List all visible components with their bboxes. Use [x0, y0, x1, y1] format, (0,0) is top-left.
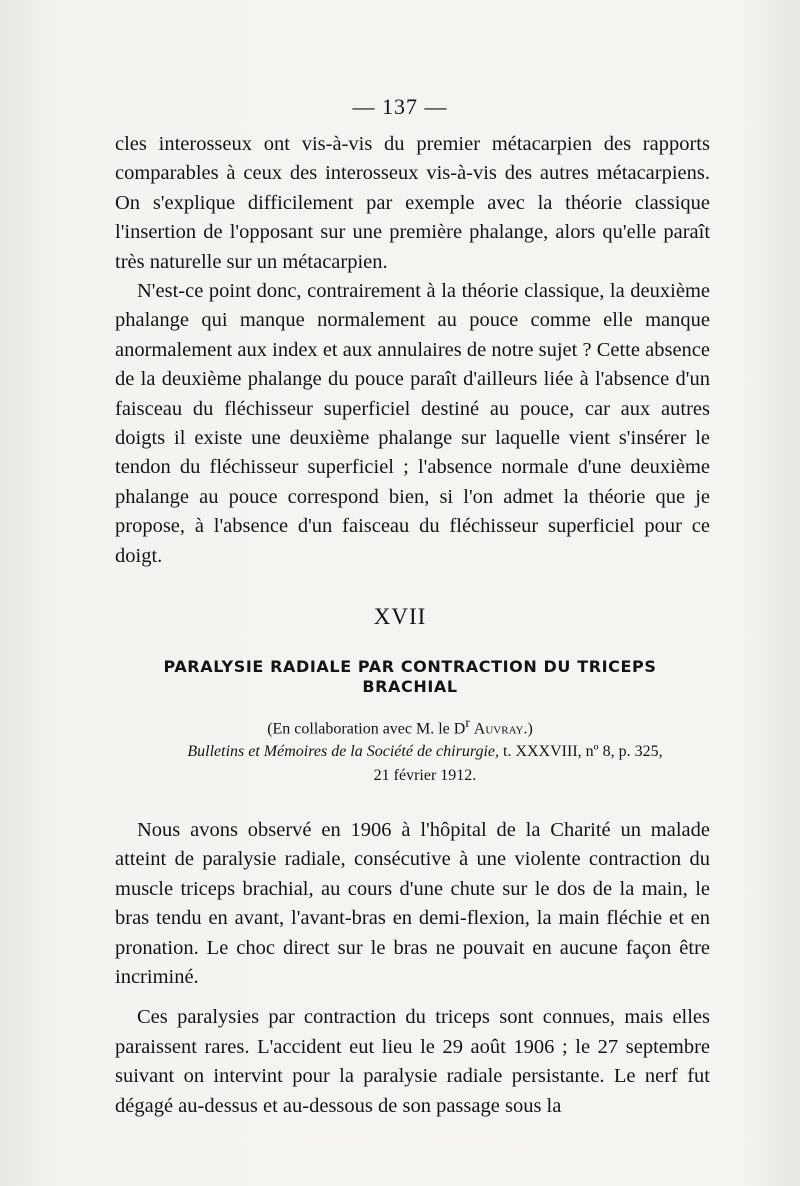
section-title-line-1: PARALYSIE RADIALE PAR CONTRACTION DU TRICEPS: [163, 657, 657, 676]
paragraph-1: [115, 130, 710, 277]
text-block-top: [115, 130, 710, 571]
collab-sup: r: [465, 715, 470, 730]
para1-line: l'insertion de l'opposant sur une première phalange, alors qu'elle: [115, 221, 657, 244]
para2-line: pouce, car aux autres doigts il existe une deuxième phalange: [115, 397, 710, 450]
para4-line: septembre suivant on intervint pour la paralysie radiale persistante.: [115, 1035, 711, 1088]
para3-line: fléchie et en pronation. Le choc direct sur le bras ne pouvait en: [115, 907, 710, 959]
para3-line: atteint de paralysie radiale, consécutive à une violente contraction: [115, 848, 682, 871]
bibliographic-reference: [140, 740, 710, 788]
collaboration-note: [0, 715, 800, 738]
section-title: [130, 657, 690, 697]
para4-line: Ces paralysies par contraction du triceps sont connues, mais: [137, 1006, 664, 1029]
para2-line: Cette absence de la deuxième phalange du pouce paraît d'ailleurs: [115, 338, 710, 391]
para2-line: faisceau du fléchisseur superficiel pour ce doigt.: [115, 515, 710, 567]
text-block-bottom: [115, 816, 710, 1121]
reference-date: 21 février 1912.: [373, 767, 477, 784]
reference-journal: Bulletins et Mémoires de la Société de chirurgie,: [187, 743, 499, 760]
para2-line: liée à l'absence d'un faisceau du fléchisseur superficiel destiné au: [115, 368, 710, 420]
para3-line: du muscle triceps brachial, au cours d'une chute sur le dos de la: [115, 848, 711, 900]
para3-line: aucune façon être incriminé.: [115, 936, 711, 989]
collab-name: Auvray: [473, 720, 524, 738]
paragraph-3: [115, 816, 710, 992]
reference-volume: t. XXXVIII, nº 8, p. 325,: [503, 743, 663, 760]
para1-line: On s'explique difficilement par exemple avec la théorie classique: [115, 191, 710, 214]
reference-line-1: [140, 740, 710, 764]
section-number: XVII: [373, 604, 427, 629]
para2-line: l'absence normale d'une deuxième phalange au pouce correspond: [115, 456, 710, 508]
para1-line: cles interosseux ont vis-à-vis du premier métacarpien des rapports: [115, 133, 710, 155]
para3-line: main, le bras tendu en avant, l'avant-bras en demi-flexion, la main: [115, 877, 710, 930]
paragraph-4: [115, 1003, 710, 1121]
para2-line: manque anormalement aux index et aux annulaires de notre sujet ?: [115, 309, 710, 361]
para1-line: comparables à ceux des interosseux vis-à-vis des autres métacarpiens.: [115, 162, 710, 185]
para4-line: elles paraissent rares. L'accident eut lieu le 29 août 1906 ; le 27: [115, 1006, 711, 1058]
paragraph-2: [115, 277, 710, 571]
para2-line: sur laquelle vient s'insérer le tendon du fléchisseur superficiel ;: [115, 427, 710, 479]
collab-prefix: (En collaboration avec M. le D: [267, 720, 466, 738]
para1-line: paraît très naturelle sur un métacarpien.: [115, 221, 711, 273]
para3-line: Nous avons observé en 1906 à l'hôpital de la Charité un malade: [137, 819, 710, 841]
page-number: — 137 —: [352, 94, 448, 119]
section-title-line-2: BRACHIAL: [362, 677, 458, 696]
para4-line: Le nerf fut dégagé au-dessus et au-dessous de son passage sous la: [115, 1065, 711, 1117]
para2-line: deuxième phalange qui manque normalement au pouce comme elle: [115, 280, 710, 332]
para2-line: bien, si l'on admet la théorie que je propose, à l'absence d'un: [115, 485, 710, 538]
collab-suffix: .): [523, 720, 533, 738]
para2-line: N'est-ce point donc, contrairement à la théorie classique, la: [137, 280, 625, 303]
